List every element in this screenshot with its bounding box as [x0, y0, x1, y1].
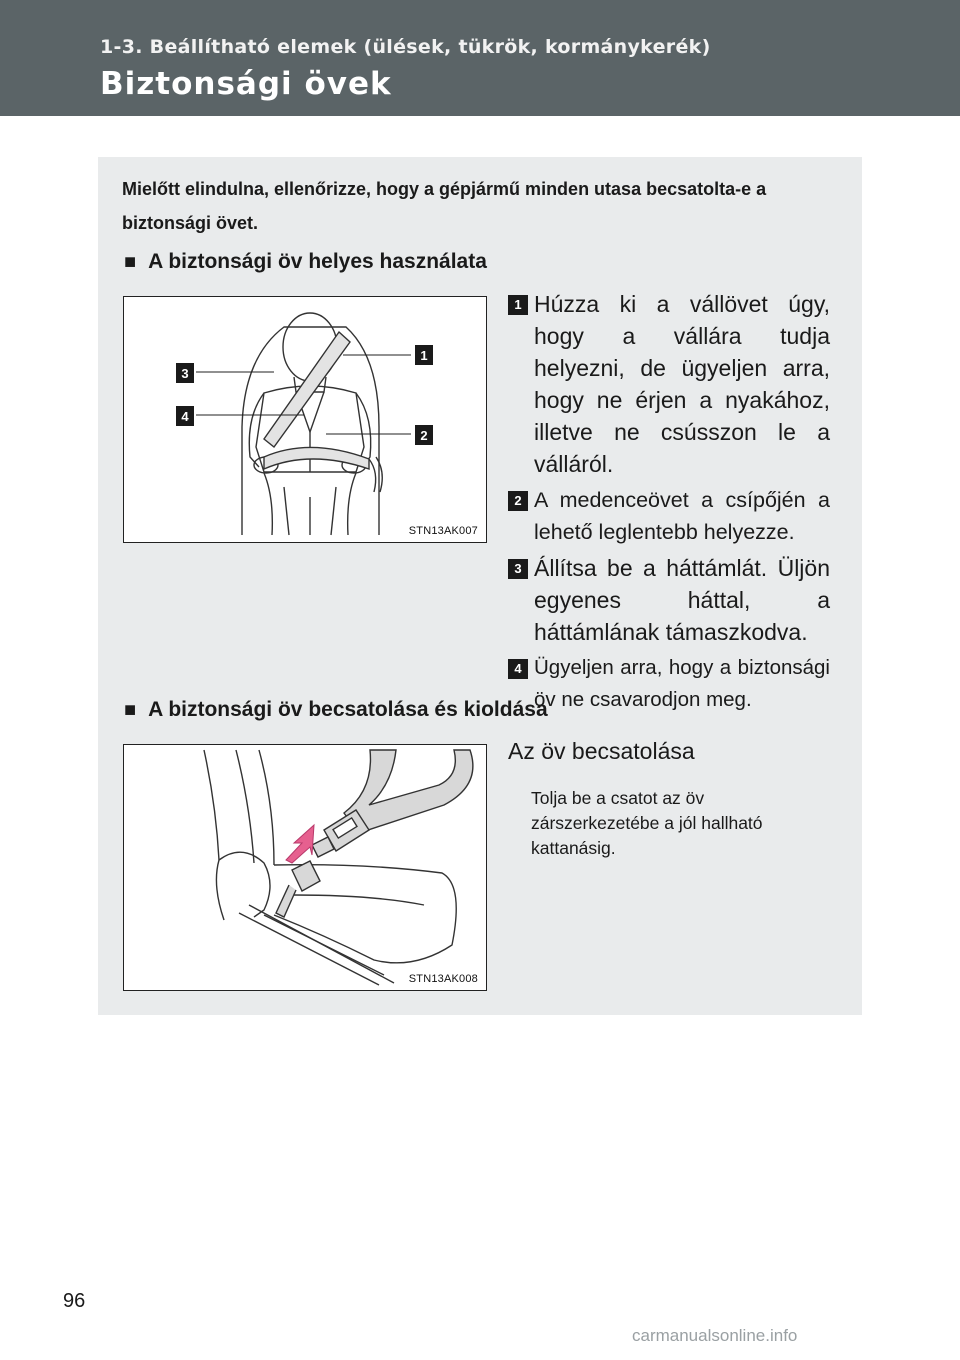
figure-code: STN13AK007 [408, 525, 478, 537]
svg-text:2: 2 [420, 428, 428, 443]
fastening-instruction: Tolja be a csatot az öv zárszerkezetébe a jól hallható kattanásig. [531, 788, 763, 858]
section-heading-usage-label: A biztonsági öv helyes használata [148, 250, 487, 273]
figure-code: STN13AK008 [408, 973, 478, 985]
breadcrumb: 1-3. Beállítható elemek (ülések, tükrök, kormánykerék) [100, 36, 711, 58]
step-2 [508, 484, 830, 548]
steps-list [508, 288, 830, 716]
buckle-figure [123, 744, 487, 991]
callout-3 [176, 363, 194, 383]
section-heading-fastening [124, 698, 548, 722]
watermark: carmanualsonline.info [632, 1326, 798, 1345]
callout-4 [176, 406, 194, 426]
step-3 [508, 552, 830, 648]
step-4-text: Ügyeljen arra, hogy a biztonsági öv ne csavarodjon meg. [534, 656, 830, 711]
seated-person-illustration [124, 297, 486, 542]
page-number: 96 [63, 1290, 86, 1312]
svg-text:3: 3 [181, 366, 189, 381]
square-bullet-icon: ■ [124, 251, 137, 273]
step-2-text: A medenceövet a csípőjén a lehető leglentebb helyezze. [534, 488, 830, 544]
svg-text:4: 4 [181, 409, 189, 424]
number-2-badge: 2 [508, 491, 528, 511]
section-heading-usage [124, 250, 487, 274]
step-3-text: Állítsa be a háttámlát. Üljön egyenes háttal, a háttámlának támaszkodva. [534, 555, 830, 645]
step-4 [508, 652, 830, 716]
intro-text: Mielőtt elindulna, ellenőrizze, hogy a gépjármű minden utasa becsatolta-e a biztonsági övet. [122, 179, 767, 233]
section-heading-fastening-label: A biztonsági öv becsatolása és kioldása [148, 698, 548, 721]
number-4-badge: 4 [508, 659, 528, 679]
step-1-text: Húzza ki a vállövet úgy, hogy a vállára tudja helyezni, de ügyeljen arra, hogy ne érjen a nyakához, illetve ne csússzon le a válláról. [534, 291, 830, 477]
seatbelt-usage-figure [123, 296, 487, 543]
page-title: Biztonsági övek [100, 66, 392, 102]
step-1 [508, 288, 830, 480]
callout-1 [415, 345, 433, 365]
buckle-illustration [124, 745, 486, 990]
svg-text:1: 1 [420, 348, 428, 363]
callout-2 [415, 425, 433, 445]
square-bullet-icon: ■ [124, 699, 137, 721]
chapter-header [0, 0, 960, 116]
insert-arrow-icon [286, 825, 314, 863]
number-1-badge: 1 [508, 295, 528, 315]
number-3-badge: 3 [508, 559, 528, 579]
fastening-subheading: Az öv becsatolása [508, 738, 695, 764]
